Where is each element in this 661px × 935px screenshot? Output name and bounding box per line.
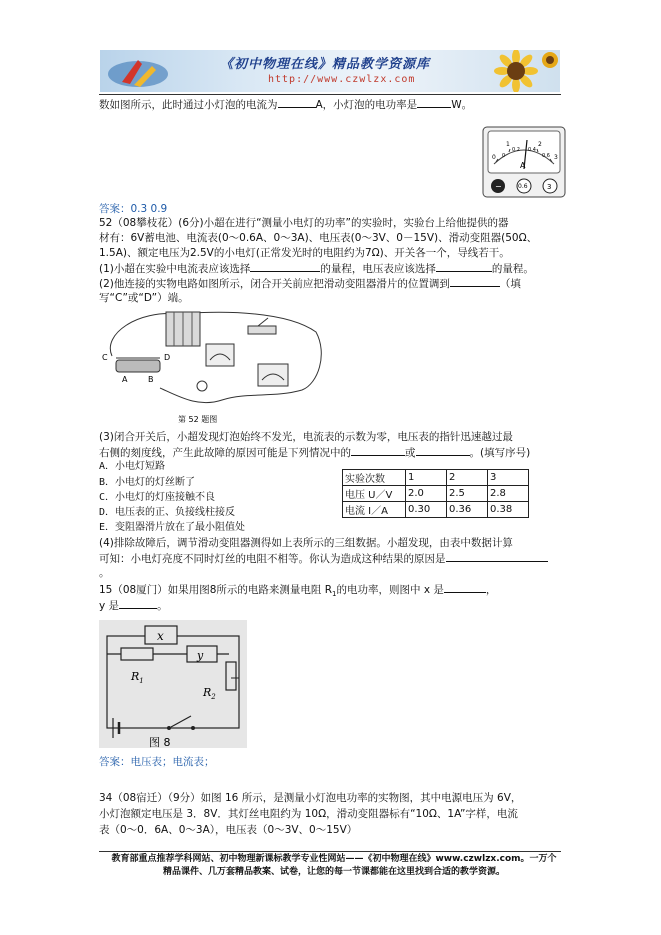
meter-tick: 1 [506, 141, 510, 148]
meter-tick-small: 0 [502, 153, 506, 159]
table-row [343, 470, 529, 486]
data-table [342, 469, 529, 518]
table-row [343, 486, 529, 502]
q15-line: 15（08厦门）如果用图8所示的电路来测量电阻 $R_1$的电功率，则图中 x 是 ， [99, 584, 497, 599]
q52-option: E．变阻器滑片放在了最小阻值处 [99, 522, 246, 533]
meter-tick: 0 [492, 154, 496, 161]
q34-line: 小灯泡额定电压是 3．8V．其灯丝电阻约为 10Ω，滑动变阻器标有“10Ω、1A”字样，电流 [99, 808, 518, 820]
q52-option: D．电压表的正、负接线柱接反 [99, 507, 236, 518]
terminal-label: 3 [547, 183, 552, 191]
terminal-label: − [495, 182, 502, 191]
footer-line: 精品课件、几万套精品教案、试卷，让您的每一节课都能在这里找到合适的教学资源。 [162, 867, 505, 877]
q52-line: 。 [99, 567, 110, 579]
q52-line: 52（08攀枝花）(6分)小超在进行“测量小电灯的功率”的实验时，实验台上给他提供的器 [99, 217, 509, 229]
fig-label: A [122, 375, 128, 384]
meter-tick: 3 [554, 154, 558, 161]
site-url[interactable]: http://www.czwlzx.com [268, 74, 416, 85]
q52-line: 材有：6V蓄电池、电流表(0～0.6A、0～3A)、电压表(0～3V、0－15V)、滑动变阻器(50Ω、 [99, 232, 538, 244]
fig-r2-label: R [203, 686, 212, 699]
table-cell: 2 [447, 470, 488, 486]
q15-line: y 是 。 [99, 600, 168, 612]
sunflower-icon [476, 50, 560, 92]
table-cell: 1 [406, 470, 447, 486]
fig-x-label: x [157, 629, 164, 643]
site-title: 《初中物理在线》精品教学资源库 [220, 57, 431, 72]
meter-unit: A [520, 161, 526, 170]
fig-r1-sub: 1 [139, 677, 144, 685]
fig-r1-label: R [131, 670, 140, 683]
q52-line: 写“C”或“D”）端。 [99, 292, 189, 304]
q52-line: (3)闭合开关后，小超发现灯泡始终不发光，电流表的示数为零，电压表的指针迅速越过最 [99, 431, 513, 443]
fig-label: D [164, 353, 171, 362]
terminal-label: 0.6 [518, 183, 528, 190]
table-cell: 0.36 [447, 502, 488, 518]
table-cell: 实验次数 [343, 470, 406, 486]
table-cell: 电流 I／A [343, 502, 406, 518]
q52-line: (2)他连接的实物电路如图所示，闭合开关前应把滑动变阻器滑片的位置调到 （填 [99, 278, 521, 290]
q52-line: 右侧的刻度线，产生此故障的原因可能是下列情况中的 或 。(填写序号) [99, 447, 531, 459]
q52-option: C．小电灯的灯座接触不良 [99, 492, 216, 503]
meter-tick-small: 0.6 [542, 153, 550, 159]
fig-caption: 图 8 [149, 736, 171, 748]
q52-line: 1.5A)、额定电压为2.5V的小电灯(正常发光时的电阻约为7Ω)、开关各一个，导线若干。 [99, 247, 510, 259]
q-prev-answer: 答案：0.3 0.9 [99, 203, 168, 215]
svg-text:R2 [202, 686, 216, 701]
table-row [343, 502, 529, 518]
q52-line: (1)小超在实验中电流表应该选择 的量程，电压表应该选择 的量程。 [99, 263, 534, 275]
meter-tick-small: 0.4 [528, 147, 536, 153]
meter-tick-small: 0.2 [512, 147, 520, 153]
q52-line: 可知：小电灯亮度不同时灯丝的电阻不相等。你认为造成这种结果的原因是 [99, 551, 548, 566]
q34-line: 34（08宿迁）（9分）如图 16 所示，是测量小灯泡电功率的实物图，其中电源电压为 6V， [99, 792, 522, 804]
table-cell: 2.5 [447, 486, 488, 502]
fig-y-label: y [197, 649, 204, 662]
table-cell: 0.30 [406, 502, 447, 518]
table-cell: 电压 U／V [343, 486, 406, 502]
footer-line: 教育部重点推荐学科网站、初中物理新课标教学专业性网站——《初中物理在线》www.czwlzx.com。一万个 [111, 854, 557, 864]
header-rule [99, 94, 561, 95]
fig-r2-sub: 2 [211, 693, 216, 701]
q15-circuit-figure [99, 620, 247, 748]
q52-option: A．小电灯短路 [99, 461, 166, 472]
fig-caption: 第 52 题图 [178, 415, 218, 424]
q52-circuit-figure [98, 304, 328, 432]
q52-line: (4)排除故障后，调节滑动变阻器测得如上表所示的三组数据。小超发现，由表中数据计算 [99, 537, 513, 549]
svg-text:R1 [130, 670, 144, 685]
table-cell: 2.8 [488, 486, 529, 502]
footer-rule [99, 851, 561, 852]
ammeter-figure [482, 126, 566, 202]
header-banner [100, 50, 560, 92]
q52-option: B．小电灯的灯丝断了 [99, 477, 196, 488]
fig-label: C [102, 353, 108, 362]
table-cell: 3 [488, 470, 529, 486]
table-cell: 2.0 [406, 486, 447, 502]
q-prev-line: 数如图所示，此时通过小灯泡的电流为 A，小灯泡的电功率是 W。 [99, 99, 473, 111]
table-cell: 0.38 [488, 502, 529, 518]
q15-answer: 答案：电压表；电流表； [99, 756, 215, 768]
fig-label: B [148, 375, 154, 384]
q34-line: 表（0～0．6A、0～3A），电压表（0～3V、0～15V） [99, 824, 358, 836]
meter-tick: 2 [538, 141, 542, 148]
logo-icon [104, 52, 174, 90]
